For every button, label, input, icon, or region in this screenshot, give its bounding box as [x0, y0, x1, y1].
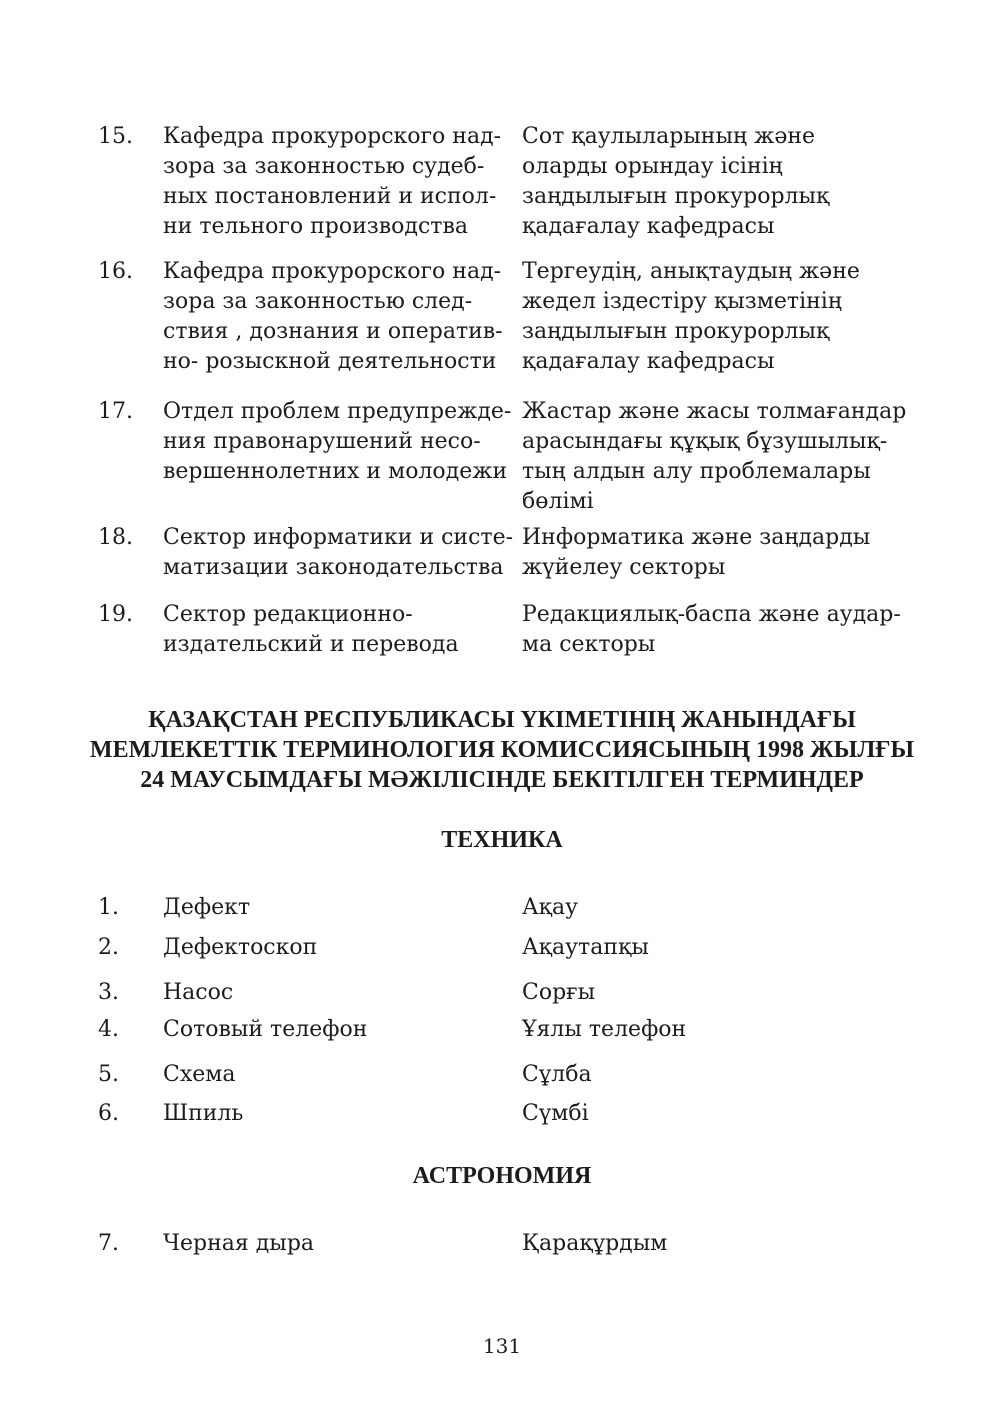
kazakh-term: Сорғы: [522, 980, 596, 1005]
russian-term: Сотовый телефон: [163, 1017, 368, 1042]
kazakh-term: Сұлба: [522, 1062, 592, 1087]
text-line: зора за законностью след-: [163, 289, 473, 314]
kazakh-term: Сүмбі: [522, 1101, 589, 1126]
row-number: 3.: [98, 980, 119, 1005]
heading-line: ҚАЗАҚСТАН РЕСПУБЛИКАСЫ ҮКІМЕТІНІҢ ЖАНЫНДАҒЫ: [148, 707, 856, 733]
russian-term: [163, 122, 513, 242]
russian-term: [163, 523, 513, 583]
row-number: 16.: [98, 259, 133, 284]
text-line: издательский и перевода: [163, 632, 459, 657]
russian-term: [163, 600, 513, 660]
text-line: Сот қаулыларының және: [522, 124, 816, 149]
row-number: 5.: [98, 1062, 119, 1087]
kazakh-term: Ақау: [522, 895, 579, 920]
text-line: Сектор информатики и систе-: [163, 525, 514, 550]
text-line: заңдылығын прокурорлық: [522, 184, 830, 209]
text-line: оларды орындау ісінің: [522, 154, 783, 179]
row-number: 7.: [98, 1231, 119, 1256]
section-title-technika: ТЕХНИКА: [441, 827, 563, 853]
text-line: зора за законностью судеб-: [163, 154, 485, 179]
row-number: 17.: [98, 399, 133, 424]
text-line: ных постановлений и испол-: [163, 184, 497, 209]
commission-heading: [60, 705, 944, 795]
section-title-astronomia: АСТРОНОМИЯ: [412, 1163, 592, 1189]
russian-term: [163, 397, 513, 487]
text-line: заңдылығын прокурорлық: [522, 319, 830, 344]
kazakh-term: [522, 397, 907, 517]
russian-term: Черная дыра: [163, 1231, 315, 1256]
russian-term: Насос: [163, 980, 234, 1005]
kazakh-term: Ақаутапқы: [522, 935, 649, 960]
russian-term: Дефектоскоп: [163, 935, 318, 960]
row-number: 6.: [98, 1101, 119, 1126]
kazakh-term: [522, 523, 902, 583]
kazakh-term: [522, 600, 902, 660]
text-line: Сектор редакционно-: [163, 602, 413, 627]
text-line: ни тельного производства: [163, 214, 468, 239]
text-line: Кафедра прокурорского над-: [163, 259, 502, 284]
text-line: Тергеудің, анықтаудың және: [522, 259, 860, 284]
text-line: Отдел проблем предупрежде-: [163, 399, 512, 424]
text-line: жүйелеу секторы: [522, 555, 726, 580]
page-number: 131: [482, 1334, 522, 1358]
row-number: 2.: [98, 935, 119, 960]
kazakh-term: Қарақұрдым: [522, 1231, 668, 1256]
kazakh-term: [522, 257, 902, 377]
text-line: ствия , дознания и оператив-: [163, 319, 503, 344]
row-number: 18.: [98, 525, 133, 550]
text-line: Кафедра прокурорского над-: [163, 124, 502, 149]
text-line: Редакциялық-баспа және аудар-: [522, 602, 901, 627]
row-number: 1.: [98, 895, 119, 920]
text-line: ма секторы: [522, 632, 656, 657]
text-line: арасындағы құқық бұзушылық-: [522, 429, 888, 454]
text-line: бөлімі: [522, 489, 594, 514]
russian-term: Шпиль: [163, 1101, 244, 1126]
text-line: ния правонарушений несо-: [163, 429, 481, 454]
kazakh-term: Ұялы телефон: [522, 1017, 687, 1042]
heading-line: МЕМЛЕКЕТТІК ТЕРМИНОЛОГИЯ КОМИССИЯСЫНЫҢ 1998 ЖЫЛҒЫ: [89, 737, 915, 763]
text-line: жедел іздестіру қызметінің: [522, 289, 842, 314]
heading-line: 24 МАУСЫМДАҒЫ МӘЖІЛІСІНДЕ БЕКІТІЛГЕН ТЕРМИНДЕР: [140, 767, 864, 793]
text-line: Жастар және жасы толмағандар: [522, 399, 907, 424]
row-number: 19.: [98, 602, 133, 627]
text-line: қадағалау кафедрасы: [522, 214, 775, 239]
row-number: 15.: [98, 124, 133, 149]
text-line: тың алдын алу проблемалары: [522, 459, 871, 484]
text-line: Информатика және заңдарды: [522, 525, 871, 550]
russian-term: Схема: [163, 1062, 236, 1087]
russian-term: [163, 257, 513, 377]
russian-term: Дефект: [163, 895, 251, 920]
text-line: но- розыскной деятельности: [163, 349, 497, 374]
kazakh-term: [522, 122, 902, 242]
text-line: матизации законодательства: [163, 555, 504, 580]
text-line: вершеннолетних и молодежи: [163, 459, 508, 484]
text-line: қадағалау кафедрасы: [522, 349, 775, 374]
row-number: 4.: [98, 1017, 119, 1042]
